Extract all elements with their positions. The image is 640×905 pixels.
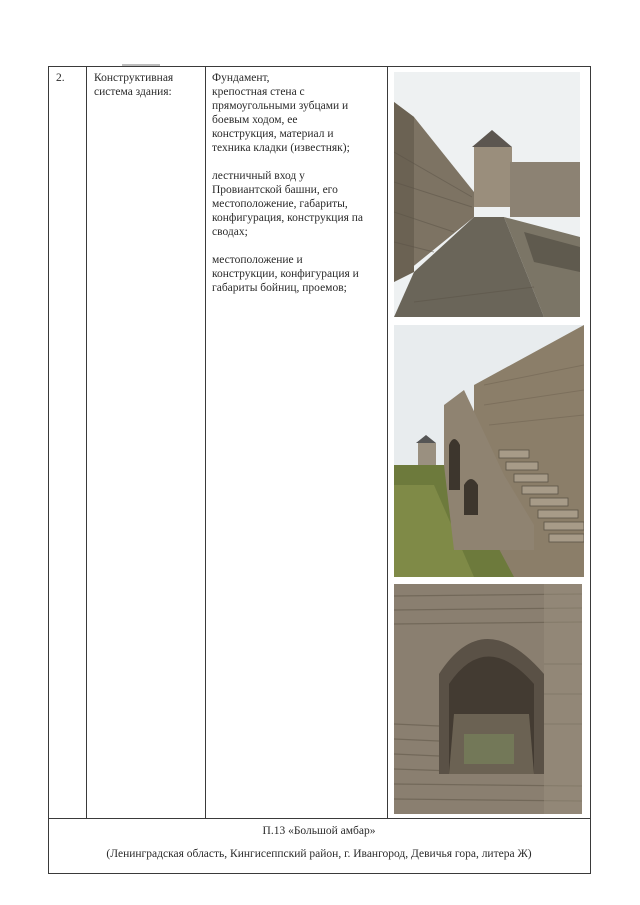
row-description	[212, 71, 384, 295]
table-right-border	[590, 66, 591, 874]
table-left-border	[48, 66, 49, 874]
description-paragraph-staircase: лестничный вход у Провиантской башни, его местоположение, габариты, конфигурация, конструкция па сводах;	[212, 170, 364, 238]
description-paragraph-foundation: Фундамент, крепостная стена с прямоугольными зубцами и боевым ходом, ее конструкция, материал и техника кладки (известняк);	[212, 72, 350, 154]
footer-title: П.13 «Большой амбар»	[262, 825, 376, 837]
col-divider-1	[86, 66, 87, 818]
description-paragraph-embrasures: местоположение и конструкции, конфигурация и габариты бойниц, проемов;	[212, 254, 359, 294]
footer-address: (Ленинградская область, Кингисеппский район, г. Ивангород, Девичья гора, литера Ж)	[106, 848, 532, 860]
table-top-border	[48, 66, 590, 67]
row-number: 2.	[56, 72, 65, 84]
row-title: Конструктивная система здания:	[94, 72, 174, 98]
stone-staircase-photo	[394, 325, 584, 577]
fortress-wall-walkway-photo	[394, 72, 580, 317]
col-divider-3	[387, 66, 388, 818]
col-divider-2	[205, 66, 206, 818]
row-divider-footer	[48, 818, 590, 819]
arched-embrasure-photo	[394, 584, 582, 814]
table-bottom-border	[48, 873, 590, 874]
